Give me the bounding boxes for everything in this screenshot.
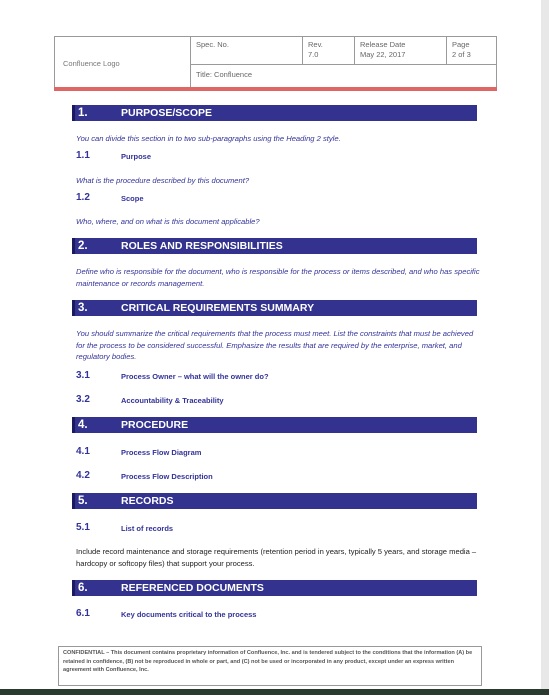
section-number: 5. bbox=[78, 495, 88, 507]
paragraph: You should summarize the critical requirements that the process must meet. List the constraints that must be achieved for the process to be considered successful. Emphasize the results that are required by the enterprise, market, and regulatory bodies. bbox=[76, 329, 474, 361]
section-heading-1 bbox=[72, 105, 477, 121]
subsection-title: Key documents critical to the process bbox=[121, 610, 257, 619]
page-edge bbox=[541, 0, 549, 695]
page-value: 2 of 3 bbox=[452, 50, 471, 59]
section-number: 2. bbox=[78, 240, 88, 252]
section-heading-2 bbox=[72, 238, 477, 254]
subsection-number: 3.2 bbox=[76, 394, 90, 405]
release-date-cell bbox=[355, 37, 447, 65]
release-label: Release Date bbox=[360, 40, 406, 49]
rev-label: Rev. bbox=[308, 40, 323, 49]
spec-no-cell bbox=[191, 37, 303, 65]
subsection-title: List of records bbox=[121, 524, 174, 533]
confidential-footer: CONFIDENTIAL – This document contains proprietary information of Confluence, Inc. and is tendered subject to the conditions that the information (A) be retained in confidence, (B) not be reproduced in whole or part, and (C) not be used or incorporated in any product, except under an express written agreement with Confluence, Inc. bbox=[58, 646, 482, 686]
section-number: 3. bbox=[78, 302, 88, 314]
section-title: PROCEDURE bbox=[121, 419, 189, 431]
paragraph: What is the procedure described by this document? bbox=[76, 176, 250, 185]
subsection-number: 5.1 bbox=[76, 522, 90, 533]
rev-value: 7.0 bbox=[308, 50, 319, 59]
subsection-number: 1.1 bbox=[76, 150, 90, 161]
subsection-number: 6.1 bbox=[76, 608, 90, 619]
subsection-title: Scope bbox=[121, 194, 144, 203]
subsection-title: Process Owner – what will the owner do? bbox=[121, 372, 269, 381]
title-cell: Title: Confluence bbox=[196, 70, 253, 79]
section-heading-6 bbox=[72, 580, 477, 596]
section-heading-5 bbox=[72, 493, 477, 509]
section-title: REFERENCED DOCUMENTS bbox=[121, 582, 264, 594]
section-title: PURPOSE/SCOPE bbox=[121, 107, 213, 119]
paragraph: You can divide this section in to two sub-paragraphs using the Heading 2 style. bbox=[76, 134, 341, 143]
page-cell bbox=[447, 37, 497, 65]
spec-label: Spec. No. bbox=[196, 40, 229, 49]
paragraph: Who, where, and on what is this document applicable? bbox=[76, 217, 260, 226]
section-number: 1. bbox=[78, 107, 88, 119]
header-divider bbox=[54, 87, 497, 91]
subsection-title: Accountability & Traceability bbox=[121, 396, 224, 405]
section-number: 6. bbox=[78, 582, 88, 594]
subsection-title: Process Flow Diagram bbox=[121, 448, 202, 457]
subsection-title: Process Flow Description bbox=[121, 472, 213, 481]
taskbar-strip bbox=[0, 689, 549, 695]
section-heading-3 bbox=[72, 300, 477, 316]
section-title: ROLES AND RESPONSIBILITIES bbox=[121, 240, 283, 252]
document-header bbox=[54, 36, 497, 88]
section-title: CRITICAL REQUIREMENTS SUMMARY bbox=[121, 302, 315, 314]
page-label: Page bbox=[452, 40, 470, 49]
section-title: RECORDS bbox=[121, 495, 174, 507]
release-value: May 22, 2017 bbox=[360, 50, 406, 59]
subsection-number: 1.2 bbox=[76, 192, 90, 203]
subsection-number: 4.1 bbox=[76, 446, 90, 457]
subsection-number: 4.2 bbox=[76, 470, 90, 481]
subsection-title: Purpose bbox=[121, 152, 152, 161]
paragraph: Define who is responsible for the document, who is responsible for the process or items described, and who has specific maintenance or records management. bbox=[76, 267, 480, 288]
section-number: 4. bbox=[78, 419, 88, 431]
subsection-number: 3.1 bbox=[76, 370, 90, 381]
logo-placeholder: Confluence Logo bbox=[55, 37, 191, 88]
rev-cell bbox=[303, 37, 355, 65]
section-heading-4 bbox=[72, 417, 477, 433]
paragraph: Include record maintenance and storage requirements (retention period in years, typically 5 years, and storage media – hardcopy or softcopy files) that support your process. bbox=[76, 547, 477, 568]
